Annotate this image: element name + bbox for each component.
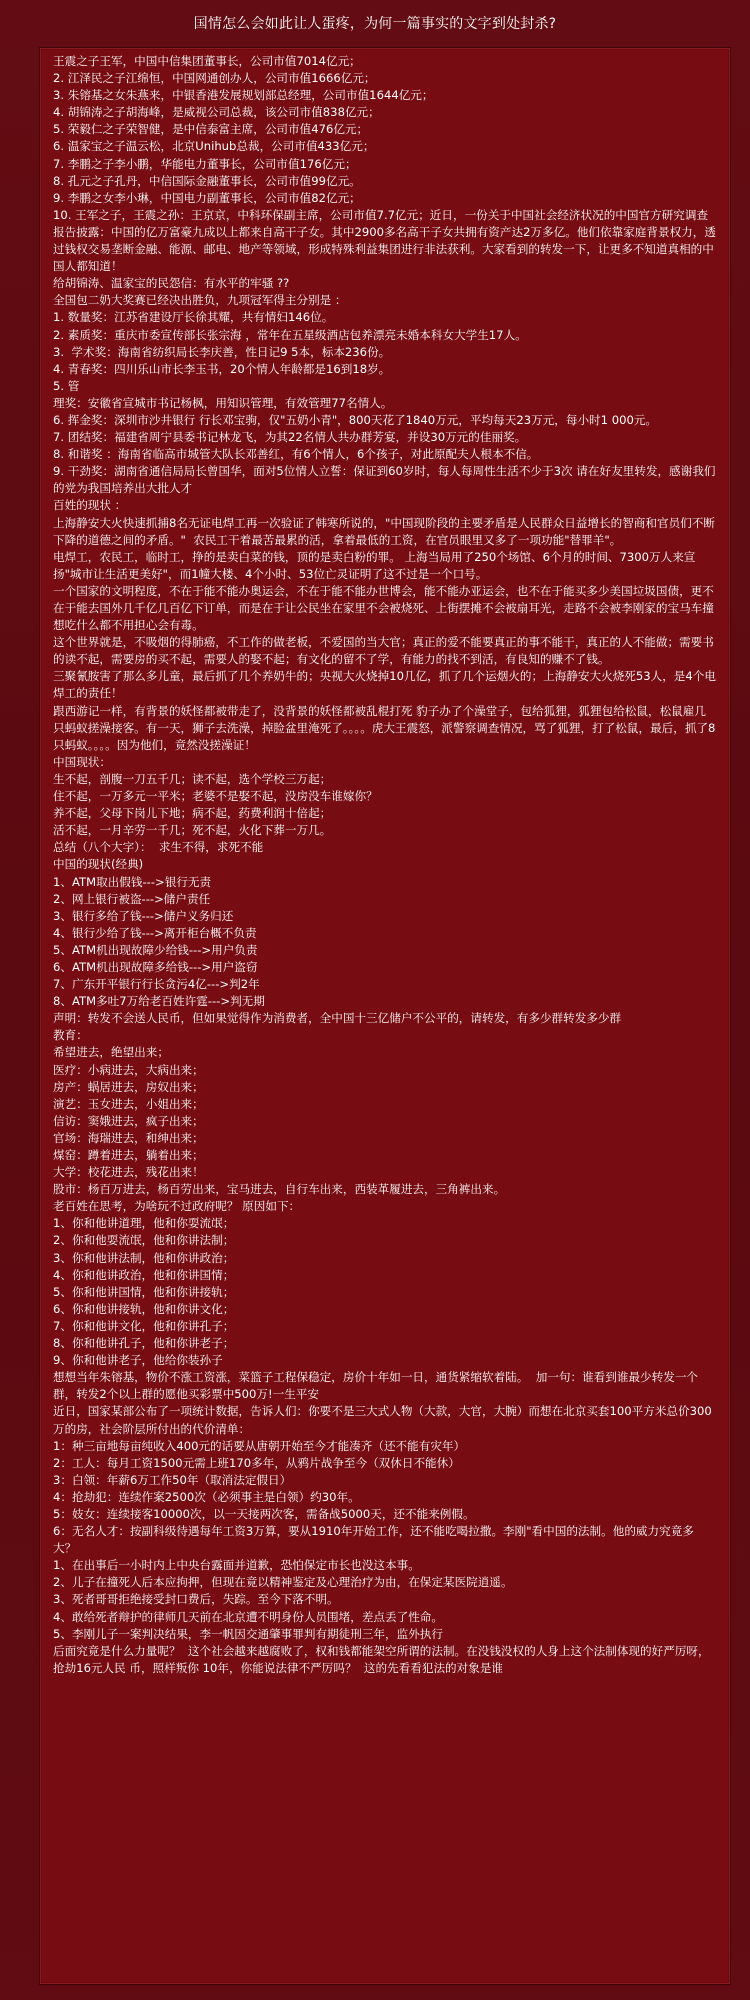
article-paragraph: 生不起，剖腹一刀五千几；读不起，选个学校三万起； [53, 771, 332, 786]
article-paragraph: 3. 学术奖：海南省纺织局长李庆善，性日记9 5本，标本236份。 [53, 344, 391, 359]
page-title: 国情怎么会如此让人蛋疼，为何一篇事实的文字到处封杀? [193, 16, 557, 32]
article-paragraph: 官场：海瑞进去，和绅出来； [53, 1130, 204, 1145]
article-paragraph: 股市：杨百万进去，杨百劳出来，宝马进去，自行车出来，西装革履进去，三角裤出来。 [53, 1182, 506, 1197]
article-paragraph: 中国的现状(经典) [53, 857, 144, 872]
article-paragraph: 2、网上银行被盗--->储户责任 [53, 891, 211, 906]
article-paragraph: 想想当年朱镕基，物价不涨工资涨，菜篮子工程保稳定，房价十年如一日，通货紧缩软着陆。 加一句：谁看到谁最少转发一个群，转发2个以上群的愿他买彩票中500万!一生平安 [53, 1370, 699, 1402]
article-paragraph: 4. 胡锦涛之子胡海峰，是威视公司总裁，该公司市值838亿元； [53, 105, 380, 120]
article-paragraph: 煤窑：蹲着进去，躺着出来； [53, 1148, 204, 1162]
article-paragraph: 7、你和他讲文化，他和你讲孔子； [53, 1318, 235, 1333]
article-paragraph: 演艺：玉女进去，小姐出来； [53, 1096, 204, 1111]
article-paragraph: 5：妓女：连续接客10000次，以一天接两次客，需备战5000天，还不能来例假。 [53, 1506, 475, 1521]
article-paragraph: 3：白领：年薪6万工作50年（取消法定假日） [53, 1472, 292, 1487]
article-paragraph: 5. 管 [53, 378, 80, 393]
article-paragraph: 总结（八个大字）： 求生不得，求死不能 [53, 840, 264, 855]
article-paragraph: 7. 李鹏之子李小鹏，华能电力董事长，公司市值176亿元； [53, 156, 357, 171]
article-paragraph: 10. 王军之子，王震之孙：王京京，中科环保副主席，公司市值7.7亿元；近日，一份关于中国社会经济状况的中国官方研究调查报告披露：中国的亿万富豪九成以上都来自高干子女。其中2900多名高干子女共拥有资产达2万多亿。他们依靠家庭背景权力，透过钱权交易垄断金融、能源、邮电、地产等领域，形成特殊利益集团进行非法获利。大家看到的转发一下，让更多不知道真相的中国人都知道！ [53, 207, 716, 274]
article-paragraph: 大学：校花进去，残花出来！ [53, 1165, 204, 1180]
article-paragraph: 5、李刚儿子一案判决结果，李一帆因交通肇事罪判有期徒刑三年，监外执行 [53, 1626, 443, 1641]
article-paragraph: 8、ATM多吐7万给老百姓许霆--->判无期 [53, 994, 265, 1009]
article-paragraph: 7. 团结奖：福建省周宁县委书记林龙飞，为其22名情人共办群芳宴，并设30万元的佳丽奖。 [53, 430, 527, 445]
article-paragraph: 1、你和他讲道理，他和你耍流氓； [53, 1216, 235, 1231]
article-paragraph: 6、你和他讲接轨，他和你讲文化； [53, 1301, 235, 1316]
article-paragraph: 近日，国家某部公布了一项统计数据，告诉人们：你要不是三大式人物（大款，大官，大腕）而想在北京买套100平方米总价300万的房，社会阶层所付出的代价清单： [53, 1404, 712, 1436]
article-paragraph: 4、你和他讲政治，他和你讲国情； [53, 1267, 235, 1282]
article-paragraph: 8. 和谐奖 ：海南省临高市城管大队长邓善红，有6个情人，6个孩子，对此原配夫人根本不信。 [53, 447, 539, 462]
article-paragraph: 1. 数量奖：江苏省建设厅长徐其耀，共有情妇146位。 [53, 310, 334, 325]
article-paragraph: 信访：窦娥进去，疯子出来； [53, 1113, 204, 1128]
article-paragraph: 9. 李鹏之女李小琳，中国电力副董事长，公司市值82亿元； [53, 190, 361, 205]
article-paragraph: 一个国家的文明程度，不在于能不能办奥运会，不在于能不能办世博会，能不能办亚运会，也不在于能买多少美国垃圾国债，更不在于能去国外几千亿几百亿下订单，而是在于让公民坐在家里不会被烧死、上街摆摊不会被扇耳光，走路不会被李刚家的宝马车撞想吃什么都不用担心会有毒。 [53, 583, 714, 633]
article-paragraph: 2：工人：每月工资1500元需上班170多年，从鸦片战争至今（双休日不能休） [53, 1455, 460, 1470]
article-paragraph: 9、你和他讲老子，他给你装孙子 [53, 1353, 223, 1368]
article-paragraph: 1、在出事后一小时内上中央台露面并道歉，恐怕保定市长也没这本事。 [53, 1558, 420, 1573]
article-paragraph: 老百姓在思考，为啥玩不过政府呢？ 原因如下： [53, 1199, 301, 1214]
article-paragraph: 上海静安大火快速抓捕8名无证电焊工再一次验证了韩寒所说的，"中国现阶段的主要矛盾是人民群众日益增长的智商和官员们不断下降的道德之间的矛盾。" 农民工干着最苦最累的活，拿着最低的工资，在官员眼里又多了一项功能"替罪羊"。 [53, 515, 715, 547]
article-paragraph: 活不起，一月辛劳一千几；死不起，火化下葬一万几。 [53, 823, 332, 838]
article-paragraph: 中国现状： [53, 754, 111, 769]
article-paragraph: 养不起，父母下岗儿下地；病不起，药费利润十倍起； [53, 806, 332, 821]
article-paragraph: 后面究竟是什么力量呢？ 这个社会越来越腐败了，权和钱都能架空所谓的法制。在没钱没权的人身上这个法制体现的好严厉呀，抢劫16元人民 币，照样叛你 10年，你能说法律不严厉吗？ 这的先看看犯法的对象是谁 [53, 1643, 710, 1675]
article-paragraph: 8. 孔元之子孔丹，中信国际金融董事长，公司市值99亿元。 [53, 173, 361, 188]
article-paragraph: 理奖：安徽省宣城市书记杨枫，用知识管理，有效管理77名情人。 [53, 395, 393, 410]
article-paragraph: 4. 青春奖：四川乐山市长李玉书，20个情人年龄都是16到18岁。 [53, 361, 391, 376]
article-paragraph: 住不起，一万多元一平米；老婆不是娶不起，没房没车谁嫁你？ [53, 789, 378, 804]
article-paragraph: 9. 干劲奖：湖南省通信局局长曾国华，面对5位情人立誓：保证到60岁时，每人每周性生活不少于3次 请在好友里转发，感谢我们的党为我国培养出大批人才 [53, 464, 716, 496]
article-paragraph: 全国包二奶大奖赛已经决出胜负，九项冠军得主分别是 ： [53, 293, 347, 308]
article-paragraph: 百姓的现状 ： [53, 498, 127, 513]
article-paragraph: 4、敢给死者辩护的律师几天前在北京遭不明身份人员围堵，差点丢了性命。 [53, 1609, 443, 1624]
article-paragraph: 8、你和他讲孔子，他和你讲老子； [53, 1336, 235, 1351]
article-paragraph: 房产：蜗居进去，房奴出来； [53, 1079, 204, 1094]
article-paragraph: 2. 江泽民之子江绵恒，中国网通创办人，公司市值1666亿元； [53, 71, 376, 86]
article-paragraph: 6. 挥金奖：深圳市沙井银行 行长邓宝驹，仅"五奶小青"，800天花了1840万元，平均每天23万元，每小时1 000元。 [53, 412, 658, 427]
article-paragraph: 1：种三亩地每亩纯收入400元的话要从唐朝开始至今才能凑齐（还不能有灾年） [53, 1438, 466, 1453]
article-paragraph: 这个世界就是，不吸烟的得肺癌，不工作的做老板，不爱国的当大官；真正的爱不能要真正的事不能干，真正的人不能做；需要书的读不起，需要房的买不起，需要人的娶不起；有文化的留不了学，有能力的找不到活，有良知的赚不了钱。 [53, 635, 714, 667]
article-paragraph: 6：无名人才：按副科级待遇每年工资3万算，要从1910年开始工作，还不能吃喝拉撒。李刚"看中国的法制。他的威力究竟多大？ [53, 1524, 694, 1556]
article-paragraph: 希望进去，绝望出来； [53, 1045, 169, 1060]
article-paragraph: 4、银行少给了钱--->离开柜台概不负责 [53, 925, 257, 940]
article-paragraph: 声明：转发不会送人民币，但如果觉得作为消费者，全中国十三亿储户不公平的，请转发，有多少群转发多少群 [53, 1011, 622, 1026]
article-paragraph: 5、ATM机出现故障少给钱--->用户负责 [53, 942, 258, 957]
article-paragraph: 3、你和他讲法制，他和你讲政治； [53, 1250, 235, 1265]
article-paragraph: 1、ATM取出假钱--->银行无责 [53, 874, 212, 889]
article-paragraph: 3、银行多给了钱--->储户义务归还 [53, 908, 234, 923]
article-paragraph: 教育： [53, 1028, 88, 1043]
article-paragraph: 2. 素质奖：重庆市委宣传部长张宗海 ，常年在五星级酒店包养漂亮未婚本科女大学生17人。 [53, 327, 527, 342]
article-paragraph: 电焊工，农民工，临时工，挣的是卖白菜的钱，顶的是卖白粉的罪。 上海当局用了250个场馆、6个月的时间、7300万人来宣扬"城市让生活更美好"，而1幢大楼、4个小时、53位亡灵证明了这不过是一个口号。 [53, 549, 696, 581]
article-paragraph: 5、你和他讲国情，他和你讲接轨； [53, 1284, 235, 1299]
article-paragraph: 2、儿子在撞死人后本应拘押，但现在竟以精神鉴定及心理治疗为由，在保定某医院逍遥。 [53, 1575, 513, 1590]
article-paragraph: 2、你和他耍流氓，他和你讲法制； [53, 1233, 235, 1248]
article-paragraph: 7、广东开平银行行长贪污4亿--->判2年 [53, 977, 260, 992]
article-paragraph: 王震之子王军，中国中信集团董事长，公司市值7014亿元； [53, 54, 361, 68]
article-paragraph: 6. 温家宝之子温云松，北京Unihub总裁，公司市值433亿元； [53, 139, 375, 154]
article-paragraph: 3、死者哥哥拒绝接受封口费后，失踪。至今下落不明。 [53, 1592, 339, 1607]
article-paragraph: 6、ATM机出现故障多给钱--->用户盗窃 [53, 959, 258, 974]
article-panel [40, 48, 730, 1984]
article-paragraph: 5. 荣毅仁之子荣智健，是中信泰富主席，公司市值476亿元； [53, 122, 369, 137]
article-paragraph: 给胡锦涛、温家宝的民怨信：有水平的牢骚 ?? [53, 276, 290, 291]
article-body [53, 53, 717, 1677]
article-paragraph: 医疗：小病进去，大病出来； [53, 1062, 204, 1077]
article-paragraph: 跟西游记一样，有背景的妖怪都被带走了，没背景的妖怪都被乱棍打死 豹子办了个澡堂子，包给狐狸，狐狸包给松鼠，松鼠雇几只蚂蚁搓澡接客。有一天，狮子去洗澡，掉脸盆里淹死了。。。。虎大王震怒，派警察调查情况，骂了狐狸，打了松鼠，最后，抓了8只蚂蚁。。。。因为他们，竟然没搓澡证！ [53, 703, 716, 752]
article-paragraph: 3. 朱镕基之女朱燕来，中银香港发展规划部总经理，公司市值1644亿元； [53, 88, 434, 103]
article-paragraph: 三聚氰胺害了那么多儿童，最后抓了几个养奶牛的；央视大火烧掉10几亿，抓了几个运烟火的；上海静安大火烧死53人，是4个电焊工的责任！ [53, 669, 716, 701]
article-paragraph: 4：抢劫犯：连续作案2500次（必须事主是白领）约30年。 [53, 1489, 360, 1504]
